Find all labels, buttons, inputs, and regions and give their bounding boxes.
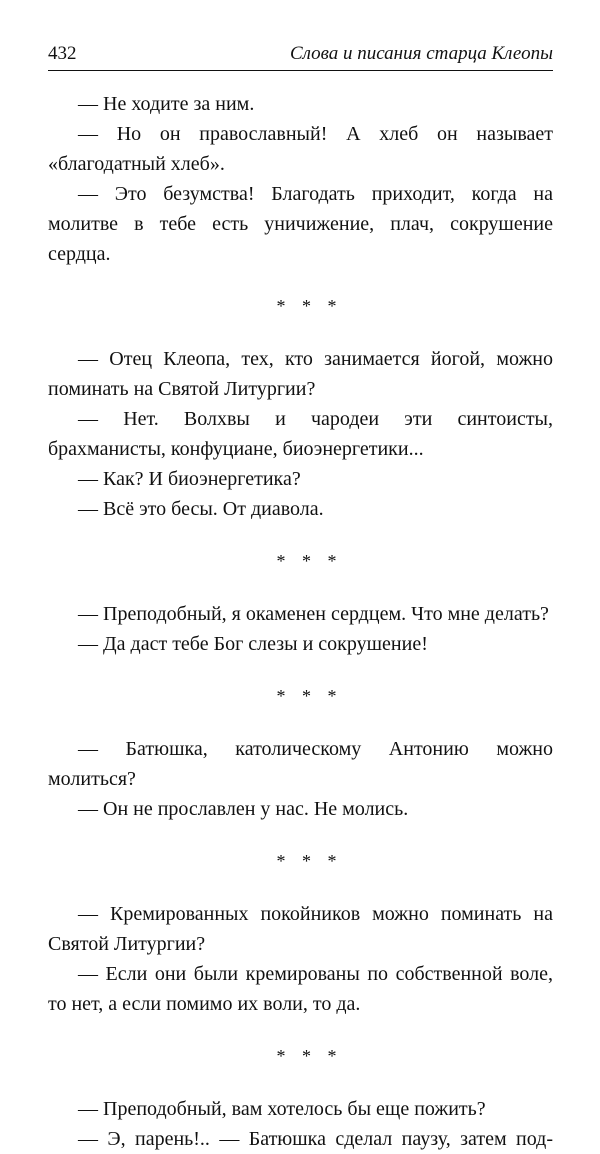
- dialogue-line: — Как? И биоэнергетика?: [78, 468, 301, 490]
- section-separator: * * *: [276, 1046, 343, 1066]
- dialogue-line: — Если они были кремированы по собственной воле, то нет, а если помимо их воли, то да.: [48, 963, 553, 1015]
- section-separator: * * *: [276, 551, 343, 571]
- section-separator: * * *: [276, 851, 343, 871]
- dialogue-line: — Нет. Волхвы и чародеи эти синтоисты, брахманисты, конфуциане, биоэнергетики...: [48, 408, 553, 460]
- dialogue-line: — Э, парень!.. — Батюшка сделал паузу, затем под-: [78, 1128, 553, 1150]
- section-separator: * * *: [276, 296, 343, 316]
- section-separator: * * *: [276, 686, 343, 706]
- dialogue-line: — Это безумства! Благодать приходит, когда на молитве в тебе есть уничижение, плач, сокрушение сердца.: [48, 183, 553, 265]
- page-content: [48, 89, 553, 1154]
- page-number: 432: [48, 43, 77, 64]
- book-title: Слова и писания старца Клеопы: [289, 43, 553, 64]
- dialogue-line: — Кремированных покойников можно поминать на Святой Литургии?: [48, 903, 553, 955]
- dialogue-line: — Отец Клеопа, тех, кто занимается йогой, можно поминать на Святой Литургии?: [48, 348, 553, 400]
- running-head: [48, 42, 553, 71]
- dialogue-line: — Да даст тебе Бог слезы и сокрушение!: [78, 633, 428, 655]
- book-page: [48, 42, 553, 1154]
- dialogue-line: — Преподобный, вам хотелось бы еще пожить?: [78, 1098, 486, 1120]
- dialogue-line: — Всё это бесы. От диавола.: [78, 498, 324, 520]
- dialogue-line: — Батюшка, католическому Антонию можно молиться?: [48, 738, 553, 790]
- dialogue-line: — Но он православный! А хлеб он называет «благодатный хлеб».: [48, 123, 553, 175]
- dialogue-line: — Преподобный, я окаменен сердцем. Что мне делать?: [78, 603, 549, 625]
- dialogue-line: — Не ходите за ним.: [78, 93, 255, 115]
- dialogue-line: — Он не прославлен у нас. Не молись.: [78, 798, 409, 820]
